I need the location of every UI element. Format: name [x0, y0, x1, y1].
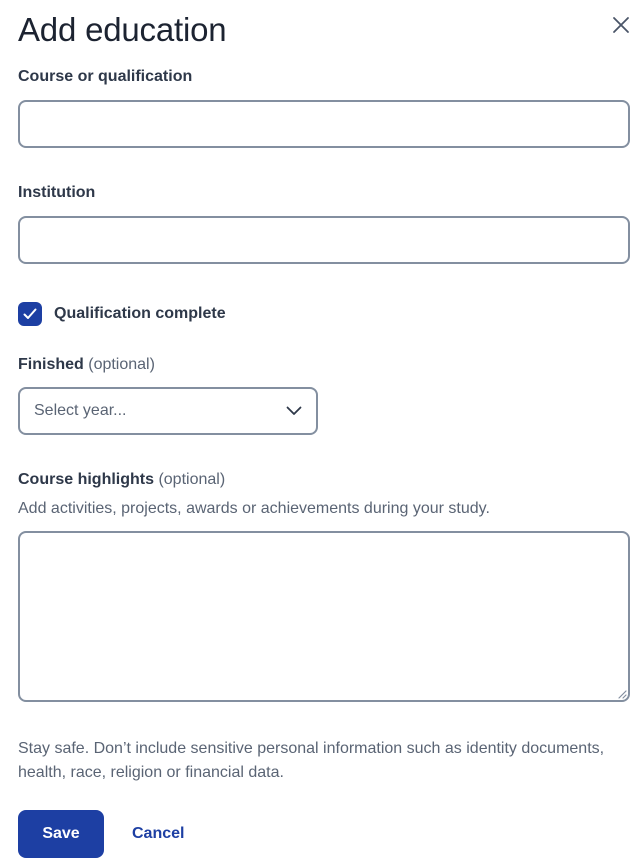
close-button[interactable]	[608, 12, 634, 38]
safety-notice: Stay safe. Don’t include sensitive personal information such as identity documents, health, race, religion or financial data.	[18, 740, 605, 781]
checkmark-icon	[23, 308, 37, 320]
save-button[interactable]: Save	[18, 810, 104, 858]
close-icon	[612, 16, 630, 34]
highlights-optional: (optional)	[158, 471, 226, 488]
course-input[interactable]	[18, 100, 630, 148]
qualification-complete-checkbox-row[interactable]	[18, 302, 226, 326]
finished-label: Finished	[18, 356, 84, 373]
chevron-down-icon	[286, 406, 302, 416]
dialog-title: Add education	[18, 11, 227, 48]
highlights-hint: Add activities, projects, awards or achievements during your study.	[18, 500, 490, 517]
institution-input[interactable]	[18, 216, 630, 264]
highlights-textarea[interactable]	[18, 531, 630, 702]
qualification-complete-checkbox[interactable]	[18, 302, 42, 326]
finished-label-group	[18, 355, 155, 375]
resize-grip-icon[interactable]	[617, 689, 627, 699]
institution-label: Institution	[18, 184, 96, 201]
finished-year-value: Select year...	[34, 402, 127, 419]
cancel-button[interactable]: Cancel	[120, 810, 196, 858]
course-label: Course or qualification	[18, 68, 193, 85]
finished-optional: (optional)	[88, 356, 155, 373]
qualification-complete-label: Qualification complete	[54, 305, 226, 322]
highlights-label-group	[18, 470, 225, 490]
finished-year-select[interactable]	[18, 387, 318, 435]
highlights-label: Course highlights	[18, 471, 154, 488]
